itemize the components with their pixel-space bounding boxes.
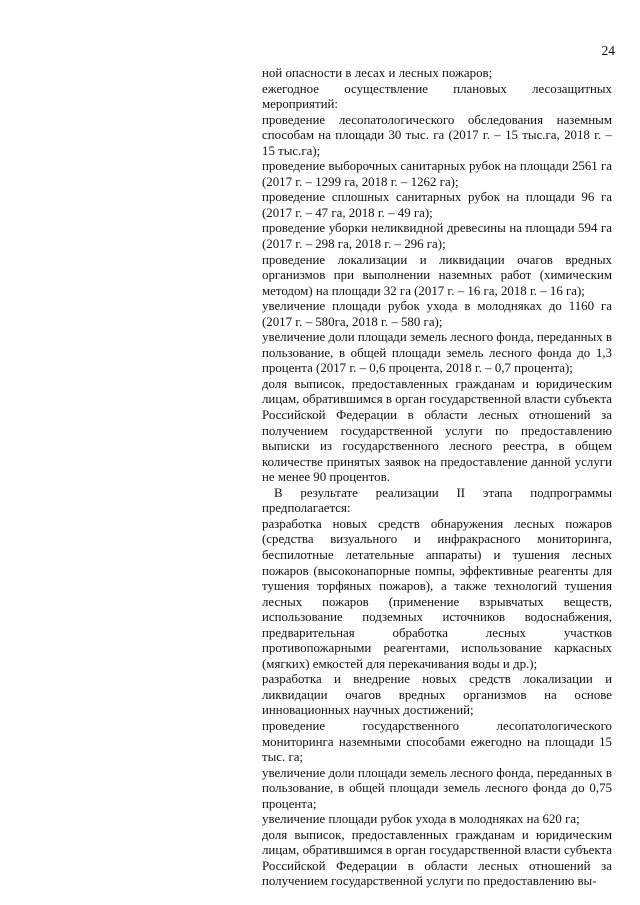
paragraph: разработка и внедрение новых средств локализации и ликвидации очагов вредных организмов на основе инновационных научных достижений;	[262, 672, 612, 718]
paragraph: проведение уборки неликвидной древесины на площади 594 га (2017 г. – 298 га, 2018 г. – 296 га);	[262, 221, 612, 252]
paragraph: ной опасности в лесах и лесных пожаров;	[262, 66, 493, 80]
paragraph: увеличение площади рубок ухода в молодняках на 620 га;	[262, 812, 580, 827]
paragraph: В результате реализации II этапа подпрограммы предполагается:	[262, 485, 612, 516]
paragraph: проведение лесопатологического обследования наземным способам на площади 30 тыс. га (2017 г. – 15 тыс.га, 2018 г. – 15 тыс.га);	[262, 112, 612, 158]
paragraph: увеличение площади рубок ухода в молодняках до 1160 га (2017 г. – 580га, 2018 г. – 580 га);	[262, 299, 612, 329]
paragraph: увеличение доли площади земель лесного фонда, переданных в пользование, в общей площади земель лесного фонда до 0,75 процента;	[262, 765, 612, 811]
paragraph: доля выписок, предоставленных гражданам и юридическим лицам, обратившимся в орган государственной власти субъекта Российской Федерации в области лесных отношений за получением государственной услуги по предоставлению выписки из государственного лесного реестра, в общем количестве принятых заявок на предоставление данной услуги не менее 90 процентов.	[262, 376, 612, 485]
page-number: 24	[601, 43, 615, 58]
paragraph: доля выписок, предоставленных гражданам и юридическим лицам, обратившимся в орган государственной власти субъекта Российской Федерации в области лесных отношений за получением государственной услуги по предоставлению вы-	[262, 827, 612, 889]
paragraph: проведение сплошных санитарных рубок на площади 96 га (2017 г. – 47 га, 2018 г. – 49 га);	[262, 190, 612, 220]
body-text	[262, 66, 612, 890]
paragraph: проведение государственного лесопатологического мониторинга наземными способами ежегодно на площади 15 тыс. га;	[262, 718, 612, 765]
paragraph: проведение выборочных санитарных рубок на площади 2561 га (2017 г. – 1299 га, 2018 г. – 1262 га);	[262, 159, 612, 189]
paragraph: разработка новых средств обнаружения лесных пожаров (средства визуального и инфракрасного мониторинга, беспилотные летательные аппараты) и тушения лесных пожаров (высоконапорные помпы, эффективные реагенты для тушения торфяных пожаров), а также технологий тушения лесных пожаров (применение взрывчатых веществ, использование подземных источников водоснабжения, предварительная обработка лесных участков противопожарными реагентами, использование каркасных (мягких) емкостей для перекачивания воды и др.);	[262, 516, 612, 671]
paragraph: ежегодное осуществление плановых лесозащитных мероприятий:	[262, 81, 612, 112]
paragraph: увеличение доли площади земель лесного фонда, переданных в пользование, в общей площади земель лесного фонда до 1,3 процента (2017 г. – 0,6 процента, 2018 г. – 0,7 процента);	[262, 330, 612, 376]
paragraph: проведение локализации и ликвидации очагов вредных организмов при выполнении наземных работ (химическим методом) на площади 32 га (2017 г. – 16 га, 2018 г. – 16 га);	[262, 252, 612, 298]
